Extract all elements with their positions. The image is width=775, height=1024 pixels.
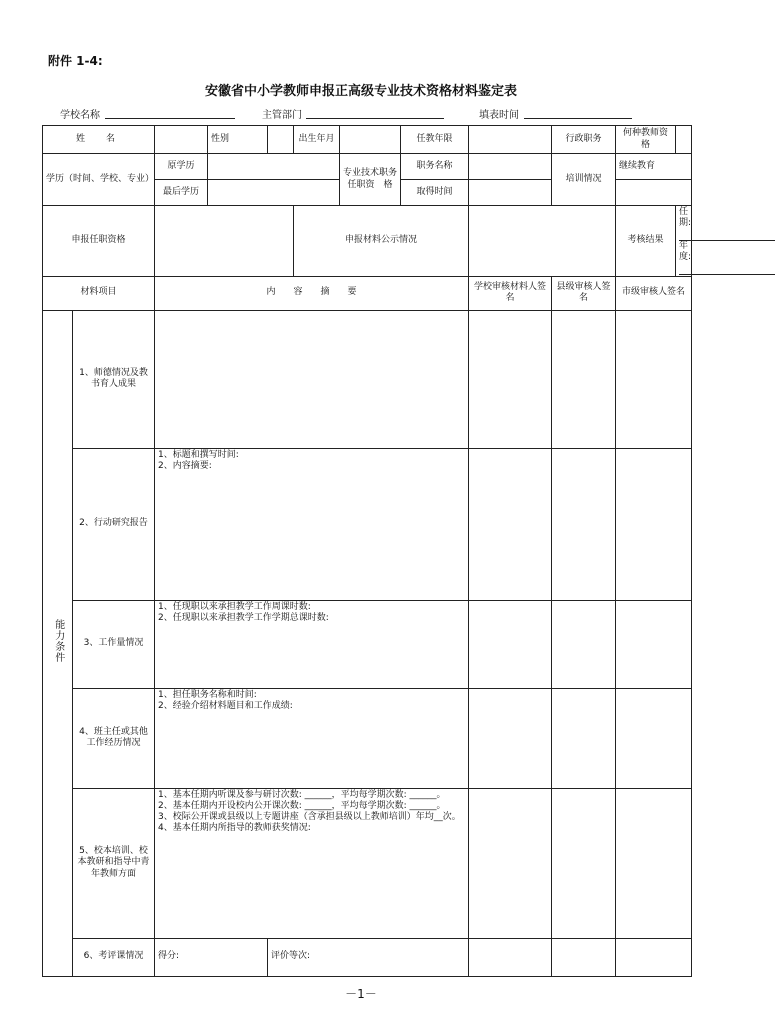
section-4-city-sign[interactable]	[616, 688, 692, 788]
section-1-label: 1、师德情况及教书育人成果	[73, 310, 155, 448]
post-name-value[interactable]	[469, 154, 552, 180]
section-6-label: 6、考评课情况	[73, 938, 155, 976]
continuing-edu-value[interactable]	[616, 180, 692, 206]
section-6-city-sign[interactable]	[616, 938, 692, 976]
birth-label: 出生年月	[294, 126, 340, 154]
grade-label: 评价等次:	[271, 951, 311, 962]
year-field[interactable]	[679, 265, 775, 275]
row-education-1	[43, 154, 692, 180]
row-basic-info	[43, 126, 692, 154]
assessment-label: 考核结果	[616, 206, 676, 277]
row-table-head	[43, 276, 692, 310]
section-4-content[interactable]	[155, 688, 469, 788]
section-3-line-1: 1、任现职以来承担教学工作周课时数:	[158, 601, 311, 612]
side-label-text: 能力条件	[52, 618, 64, 663]
teaching-years-value[interactable]	[469, 126, 552, 154]
attachment-label: 附件 1-4:	[48, 54, 103, 68]
term-field[interactable]	[679, 231, 775, 241]
section-3-line-2: 2、任现职以来承担教学工作学期总课时数:	[158, 612, 329, 623]
department-field[interactable]	[306, 118, 444, 119]
section-row-2	[43, 448, 692, 600]
gender-value[interactable]	[268, 126, 294, 154]
department-label: 主管部门	[262, 110, 302, 121]
side-label	[43, 310, 73, 976]
section-row-6	[43, 938, 692, 976]
section-6-grade[interactable]	[268, 938, 469, 976]
score-label: 得分:	[158, 951, 180, 962]
name-label: 姓 名	[43, 126, 155, 154]
section-2-content[interactable]	[155, 448, 469, 600]
item-header: 材料项目	[43, 276, 155, 310]
section-1-school-sign[interactable]	[469, 310, 552, 448]
birth-value[interactable]	[340, 126, 401, 154]
school-name-label: 学校名称	[60, 110, 100, 121]
summary-header: 内 容 摘 要	[155, 276, 469, 310]
orig-edu-label: 原学历	[155, 154, 208, 180]
section-4-label: 4、班主任或其他工作经历情况	[73, 688, 155, 788]
section-4-line-2: 2、经验介绍材料题目和工作成绩:	[158, 700, 293, 711]
teacher-qual-label: 何种教师资 格	[616, 126, 676, 154]
section-row-1	[43, 310, 692, 448]
section-2-city-sign[interactable]	[616, 448, 692, 600]
fill-date-field[interactable]	[524, 118, 632, 119]
section-2-county-sign[interactable]	[552, 448, 616, 600]
section-5-line-2: 2、基本任期内开设校内公开课次数: ______，平均每学期次数: ______。	[158, 800, 446, 811]
prof-title-label: 专业技术职务任职资 格	[340, 154, 401, 206]
section-6-score[interactable]	[155, 938, 268, 976]
obtain-time-label: 取得时间	[401, 180, 469, 206]
section-4-county-sign[interactable]	[552, 688, 616, 788]
section-3-city-sign[interactable]	[616, 600, 692, 688]
later-edu-label: 最后学历	[155, 180, 208, 206]
section-5-label: 5、校本培训、校本教研和指导中青年教师方面	[73, 788, 155, 938]
name-value[interactable]	[155, 126, 208, 154]
section-5-county-sign[interactable]	[552, 788, 616, 938]
term-label: 任期:	[679, 207, 692, 229]
section-1-county-sign[interactable]	[552, 310, 616, 448]
section-1-city-sign[interactable]	[616, 310, 692, 448]
gender-label: 性别	[208, 126, 268, 154]
teaching-years-label: 任教年限	[401, 126, 469, 154]
section-3-label: 3、工作量情况	[73, 600, 155, 688]
section-4-school-sign[interactable]	[469, 688, 552, 788]
school-review-header: 学校审核材料人签名	[469, 276, 552, 310]
teacher-qual-value[interactable]	[676, 126, 692, 154]
section-5-line-1: 1、基本任期内听课及参与研讨次数: ______，平均每学期次数: ______。	[158, 789, 446, 800]
section-5-city-sign[interactable]	[616, 788, 692, 938]
apply-qual-label: 申报任职资格	[43, 206, 155, 277]
section-1-content[interactable]	[155, 310, 469, 448]
publicity-value[interactable]	[469, 206, 616, 277]
section-5-content[interactable]	[155, 788, 469, 938]
section-row-4	[43, 688, 692, 788]
row-apply-qualification	[43, 206, 692, 277]
later-edu-value[interactable]	[208, 180, 340, 206]
county-review-header: 县级审核人签名	[552, 276, 616, 310]
fill-date-label: 填表时间	[479, 110, 519, 121]
section-5-line-3: 3、校际公开课或县级以上专题讲座（含承担县级以上教师培训）年均__次。	[158, 812, 461, 822]
apply-qual-value[interactable]	[155, 206, 294, 277]
obtain-time-value[interactable]	[469, 180, 552, 206]
training-label: 培训情况	[552, 154, 616, 206]
year-label: 年度:	[679, 240, 692, 262]
section-4-line-1: 1、担任职务名称和时间:	[158, 689, 257, 700]
section-2-label: 2、行动研究报告	[73, 448, 155, 600]
education-label: 学历（时间、学校、专业）	[43, 154, 155, 206]
section-5-school-sign[interactable]	[469, 788, 552, 938]
section-row-5	[43, 788, 692, 938]
section-2-school-sign[interactable]	[469, 448, 552, 600]
school-name-field[interactable]	[105, 118, 235, 119]
section-3-content[interactable]	[155, 600, 469, 688]
section-2-line-1: 1、标题和撰写时间:	[158, 449, 239, 460]
section-6-county-sign[interactable]	[552, 938, 616, 976]
continuing-edu-label: 继续教育	[616, 154, 692, 180]
section-2-line-2: 2、内容摘要:	[158, 460, 212, 471]
section-3-school-sign[interactable]	[469, 600, 552, 688]
city-review-header: 市级审核人签名	[616, 276, 692, 310]
publicity-label: 申报材料公示情况	[294, 206, 469, 277]
section-6-school-sign[interactable]	[469, 938, 552, 976]
page-title: 安徽省中小学教师申报正高级专业技术资格材料鉴定表	[204, 84, 517, 99]
appraisal-form-table	[42, 125, 692, 977]
admin-post-label: 行政职务	[552, 126, 616, 154]
section-5-line-4: 4、基本任期内所指导的教师获奖情况:	[158, 823, 311, 834]
section-3-county-sign[interactable]	[552, 600, 616, 688]
orig-edu-value[interactable]	[208, 154, 340, 180]
page-number: －1－	[345, 987, 377, 1001]
assessment-value[interactable]	[676, 206, 692, 277]
post-name-label: 职务名称	[401, 154, 469, 180]
section-row-3	[43, 600, 692, 688]
